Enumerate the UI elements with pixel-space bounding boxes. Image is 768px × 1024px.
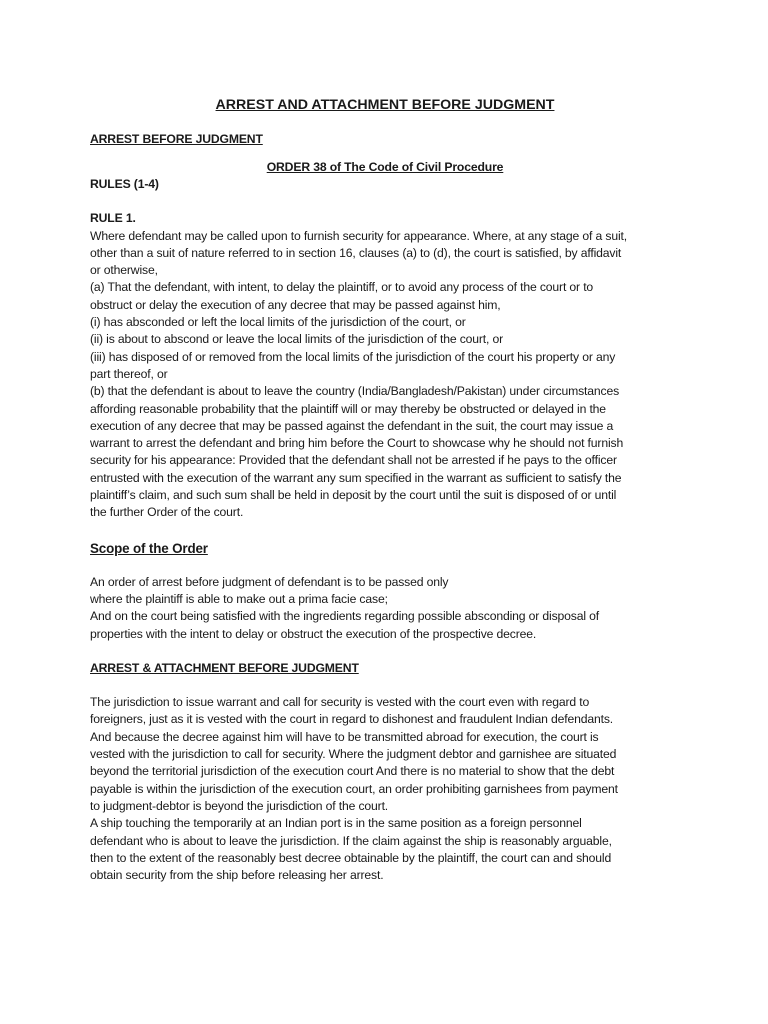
- text-line: beyond the territorial jurisdiction of the execution court And there is no material to show that the debt: [90, 764, 615, 779]
- scope-text: [90, 574, 680, 643]
- page-title: ARREST AND ATTACHMENT BEFORE JUDGMENT: [215, 97, 555, 113]
- text-line: to judgment-debtor is beyond the jurisdiction of the court.: [90, 798, 389, 813]
- text-line: (iii) has disposed of or removed from the local limits of the jurisdiction of the court his property or any: [90, 349, 616, 364]
- text-line: (a) That the defendant, with intent, to delay the plaintiff, or to avoid any process of the court or to: [90, 280, 594, 295]
- text-line: (b) that the defendant is about to leave the country (India/Bangladesh/Pakistan) under circumstances: [90, 384, 620, 399]
- document-page: [90, 96, 680, 884]
- text-line: execution of any decree that may be passed against the defendant in the suit, the court may issue a: [90, 418, 614, 433]
- text-line: A ship touching the temporarily at an Indian port is in the same position as a foreign personnel: [90, 816, 582, 831]
- text-line: The jurisdiction to issue warrant and call for security is vested with the court even with regard to: [90, 695, 590, 710]
- text-line: An order of arrest before judgment of defendant is to be passed only: [90, 574, 449, 589]
- text-line: And because the decree against him will have to be transmitted abroad for execution, the court is: [90, 729, 599, 744]
- text-line: obstruct or delay the execution of any decree that may be passed against him,: [90, 297, 501, 312]
- text-line: security for his appearance: Provided that the defendant shall not be arrested if he pays to the officer: [90, 453, 617, 468]
- text-line: properties with the intent to delay or obstruct the execution of the prospective decree.: [90, 626, 537, 641]
- text-line: other than a suit of nature referred to in section 16, clauses (a) to (d), the court is satisfied, by affidavit: [90, 245, 622, 260]
- text-line: Where defendant may be called upon to furnish security for appearance. Where, at any stage of a suit,: [90, 228, 627, 243]
- text-line: And on the court being satisfied with the ingredients regarding possible absconding or disposal of: [90, 609, 600, 624]
- text-line: plaintiff’s claim, and such sum shall be held in deposit by the court until the suit is disposed of or until: [90, 488, 617, 503]
- rule-1-text: [90, 228, 680, 522]
- text-line: (i) has absconded or left the local limits of the jurisdiction of the court, or: [90, 315, 466, 330]
- text-line: or otherwise,: [90, 263, 158, 278]
- text-line: where the plaintiff is able to make out a prima facie case;: [90, 591, 388, 606]
- attachment-heading: ARREST & ATTACHMENT BEFORE JUDGMENT: [90, 660, 359, 675]
- text-line: warrant to arrest the defendant and bring him before the Court to showcase why he should not furnish: [90, 436, 624, 451]
- scope-heading: Scope of the Order: [90, 540, 208, 556]
- section-heading-arrest-before-judgment: ARREST BEFORE JUDGMENT: [90, 132, 263, 146]
- text-line: vested with the jurisdiction to call for security. Where the judgment debtor and garnishee are situated: [90, 747, 617, 762]
- text-line: affording reasonable probability that the plaintiff will or may thereby be obstructed or delayed in the: [90, 401, 606, 416]
- text-line: entrusted with the execution of the warrant any sum specified in the warrant as sufficient to satisfy the: [90, 470, 622, 485]
- text-line: defendant who is about to leave the jurisdiction. If the claim against the ship is reasonably arguable,: [90, 833, 612, 848]
- attachment-text: [90, 694, 680, 884]
- rules-heading: RULES (1-4): [90, 177, 159, 191]
- text-line: the further Order of the court.: [90, 505, 244, 520]
- text-line: part thereof, or: [90, 366, 168, 381]
- text-line: obtain security from the ship before releasing her arrest.: [90, 868, 384, 883]
- order-heading: ORDER 38 of The Code of Civil Procedure: [266, 160, 504, 174]
- text-line: foreigners, just as it is vested with the court in regard to dishonest and fraudulent Indian defendants.: [90, 712, 614, 727]
- text-line: (ii) is about to abscond or leave the local limits of the jurisdiction of the court, or: [90, 332, 504, 347]
- rule-1-heading: RULE 1.: [90, 211, 136, 226]
- text-line: payable is within the jurisdiction of the execution court, an order prohibiting garnishees from payment: [90, 781, 618, 796]
- text-line: then to the extent of the reasonably best decree obtainable by the plaintiff, the court can and should: [90, 850, 612, 865]
